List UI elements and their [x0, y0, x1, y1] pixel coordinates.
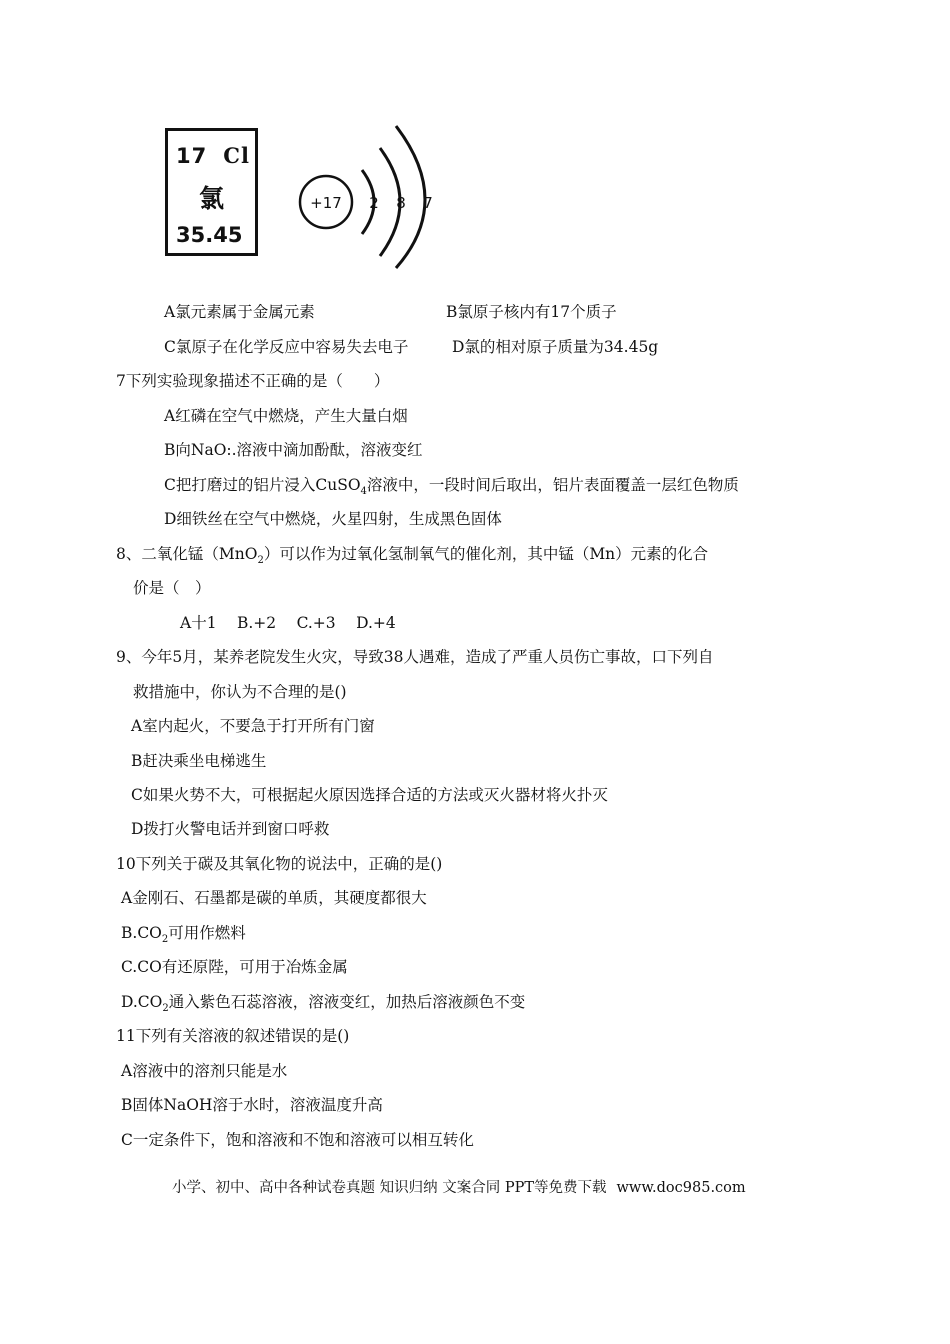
nucleus-charge: +17: [310, 194, 342, 212]
q10-stem: 10下列关于碳及其氧化物的说法中，正确的是(): [116, 855, 443, 873]
q10-option-a: A金刚石、石墨都是碳的单质，其硬度都很大: [121, 889, 427, 907]
page-footer: [172, 1176, 746, 1197]
atomic-number: 17: [176, 144, 208, 168]
q7-stem: 7下列实验现象描述不正确的是（ ）: [116, 372, 390, 390]
q6-option-b: B氯原子核内有17个质子: [446, 303, 617, 321]
q10-option-c: C.CO有还原陛，可用于冶炼金属: [121, 958, 348, 976]
shell-electrons-3: 7: [423, 194, 433, 212]
footer-text: 小学、初中、高中各种试卷真题 知识归纳 文案合同 PPT等免费下载: [172, 1180, 607, 1196]
q9-stem: 9、今年5月，某养老院发生火灾，导致38人遇难，造成了严重人员伤亡事故，口下列自: [116, 648, 714, 666]
q9-option-c: C如果火势不大，可根据起火原因选择合适的方法或灭火器材将火扑灭: [131, 786, 608, 804]
q9-stem-continued: 救措施中，你认为不合理的是(): [133, 683, 347, 701]
q6-option-d: D氯的相对原子质量为34.45g: [452, 338, 659, 356]
q9-option-a: A室内起火，不要急于打开所有门窗: [131, 717, 375, 735]
q7-option-d: D细铁丝在空气中燃烧，火星四射，生成黑色固体: [164, 510, 502, 528]
q8-stem: 8、二氧化锰（MnO$_2$）可以作为过氧化氢制氧气的催化剂，其中锰（Mn）元素的化合: [116, 545, 709, 567]
q7-option-b: B向NaO:.溶液中滴加酚酞，溶液变红: [164, 441, 423, 459]
q11-option-c: C一定条件下，饱和溶液和不饱和溶液可以相互转化: [121, 1131, 474, 1149]
q7-option-a: A红磷在空气中燃烧，产生大量白烟: [164, 407, 408, 425]
shell-electrons-2: 8: [396, 194, 406, 212]
q8-options: A十1 B.+2 C.+3 D.+4: [180, 614, 396, 632]
element-name: 氯: [198, 184, 224, 213]
q7-option-c: C把打磨过的铝片浸入CuSO$_4$溶液中，一段时间后取出，铝片表面覆盖一层红色物质: [164, 476, 739, 498]
footer-url[interactable]: www.doc985.com: [616, 1180, 746, 1196]
shell-electrons-1: 2: [369, 194, 379, 212]
q9-option-b: B赶决乘坐电梯逃生: [131, 752, 267, 770]
atomic-mass: 35.45: [176, 223, 243, 247]
q9-option-d: D拨打火警电话并到窗口呼救: [131, 820, 330, 838]
q11-stem: 11下列有关溶液的叙述错误的是(): [116, 1027, 350, 1045]
q11-option-b: B固体NaOH溶于水时，溶液温度升高: [121, 1096, 383, 1114]
element-symbol: Cl: [223, 143, 250, 168]
q8-stem-continued: 价是（ ）: [133, 579, 211, 597]
element-card-chlorine: [165, 128, 258, 256]
atom-structure-diagram: [290, 118, 450, 278]
q10-option-d: $D.CO_2$通入紫色石蕊溶液，溶液变红，加热后溶液颜色不变: [121, 993, 526, 1015]
q10-option-b: $B.CO_2$可用作燃料: [121, 924, 246, 946]
q6-option-c: C氯原子在化学反应中容易失去电子: [164, 338, 409, 356]
q11-option-a: A溶液中的溶剂只能是水: [121, 1062, 288, 1080]
q6-option-a: A氯元素属于金属元素: [164, 303, 315, 321]
